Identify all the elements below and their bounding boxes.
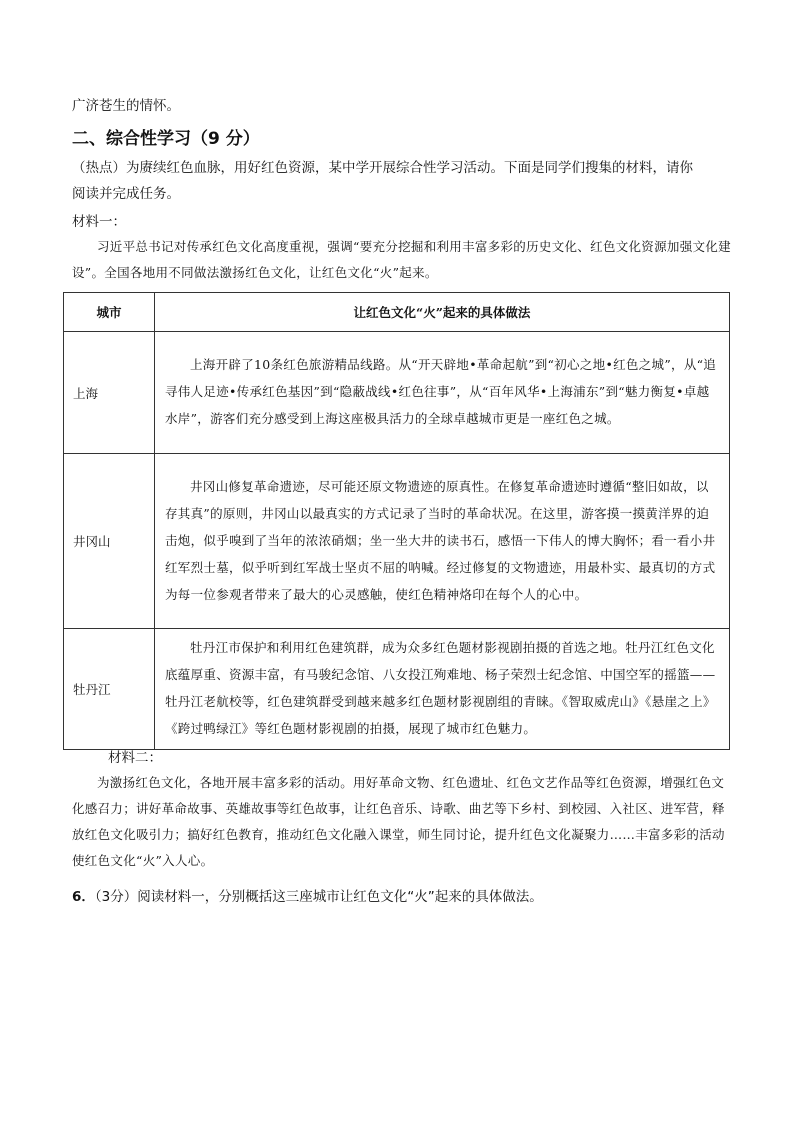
top-continuation-line: 广济苍生的情怀。	[72, 98, 180, 114]
header-city: 城市	[64, 293, 155, 332]
material1-label: 材料一：	[72, 214, 126, 230]
practices-table	[63, 292, 730, 750]
table-header-row	[64, 293, 730, 332]
table-row	[64, 629, 730, 750]
material2-paragraph: 为激扬红色文化，各地开展丰富多彩的活动。用好革命文物、红色遗址、红色文艺作品等红色资源，增强红色文化感召力；讲好革命故事、英雄故事等红色故事，让红色音乐、诗歌、曲艺等下乡村、到校园、入社区、进军营，释放红色文化吸引力；搞好红色教育，推动红色文化融入课堂，师生同讨论，提升红色文化凝聚力……丰富多彩的活动使红色文化“火”入人心。	[72, 775, 725, 868]
question-text: （3分）阅读材料一，分别概括这三座城市让红色文化“火”起来的具体做法。	[94, 889, 543, 905]
practice-cell: 牡丹江市保护和利用红色建筑群，成为众多红色题材影视剧拍摄的首选之地。牡丹江红色文化底蕴厚重、资源丰富，有马骏纪念馆、八女投江殉难地、杨子荣烈士纪念馆、中国空军的摇篮——牡丹江老航校等，红色建筑群受到越来越多红色题材影视剧组的青睐。《智取威虎山》《悬崖之上》《跨过鸭绿江》等红色题材影视剧的拍摄，展现了城市红色魅力。	[155, 629, 730, 750]
material2-label: 材料二：	[108, 750, 162, 766]
city-cell: 上海	[64, 332, 155, 454]
practice-cell: 上海开辟了10条红色旅游精品线路。从“开天辟地•革命起航”到“初心之地•红色之城”，从“追寻伟人足迹•传承红色基因”到“隐蔽战线•红色往事”，从“百年风华•上海浦东”到“魅力衡复•卓越水岸”，游客们充分感受到上海这座极具活力的全球卓越城市更是一座红色之城。	[155, 332, 730, 454]
question-number: 6．	[72, 889, 95, 905]
material1-paragraph: 习近平总书记对传承红色文化高度重视，强调“要充分挖掘和利用丰富多彩的历史文化、红色文化资源加强文化建设”。全国各地用不同做法激扬红色文化，让红色文化“火”起来。	[72, 239, 731, 280]
city-cell: 牡丹江	[64, 629, 155, 750]
city-cell: 井冈山	[64, 454, 155, 629]
section-heading: 二、综合性学习（9 分）	[72, 129, 260, 149]
intro-text-1: 为赓续红色血脉，用好红色资源，某中学开展综合性学习活动。下面是同学们搜集的材料，请你	[126, 160, 693, 176]
hot-tag: （热点）	[72, 160, 126, 176]
practice-cell: 井冈山修复革命遗迹，尽可能还原文物遗迹的原真性。在修复革命遗迹时遵循“整旧如故，以存其真”的原则，井冈山以最真实的方式记录了当时的革命状况。在这里，游客摸一摸黄洋界的迫击炮，似乎嗅到了当年的浓浓硝烟；坐一坐大井的读书石，感悟一下伟人的博大胸怀；看一看小井红军烈士墓，似乎听到红军战士坚贞不屈的呐喊。经过修复的文物遗迹，用最朴实、最真切的方式为每一位参观者带来了最大的心灵感触，使红色精神烙印在每个人的心中。	[155, 454, 730, 629]
intro-line-2: 阅读并完成任务。	[72, 186, 180, 202]
question-6	[72, 885, 543, 905]
header-practice: 让红色文化“火”起来的具体做法	[155, 293, 730, 332]
intro-line-1	[72, 156, 693, 176]
table-row	[64, 454, 730, 629]
table-row	[64, 332, 730, 454]
